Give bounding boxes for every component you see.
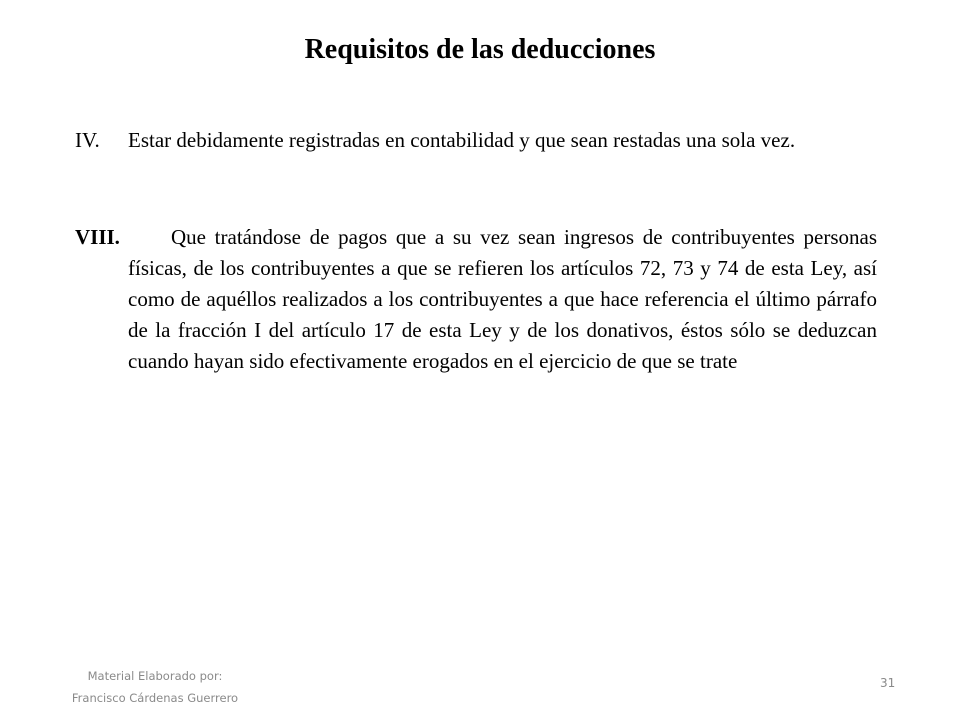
list-item-viii <box>75 222 877 377</box>
footer-credit-line1: Material Elaborado por: <box>87 669 223 683</box>
list-item-text: Estar debidamente registradas en contabilidad y que sean restadas una sola vez. <box>128 128 796 152</box>
list-item-text: Que tratándose de pagos que a su vez sean ingresos de contribuyentes personas físicas, de los contribuyentes a que se refieren los artículos 72, 73 y 74 de esta Ley, así como de aquéllos realizados a los contribuyentes a que hace referencia el último párrafo de la fracción I del artículo 17 de esta Ley y de los donativos, éstos sólo se deduzcan cuando hayan sido efectivamente erogados en el ejercicio de que se trate <box>128 225 877 373</box>
list-item-iv <box>75 125 877 156</box>
slide-title: Requisitos de las deducciones <box>304 34 656 65</box>
footer-credit <box>50 665 260 709</box>
list-item-marker: VIII. <box>75 225 120 249</box>
list-item-marker: IV. <box>75 128 100 152</box>
footer-credit-line2: Francisco Cárdenas Guerrero <box>71 691 239 705</box>
list-item-content <box>75 222 877 377</box>
page-number: 31 <box>880 676 896 690</box>
